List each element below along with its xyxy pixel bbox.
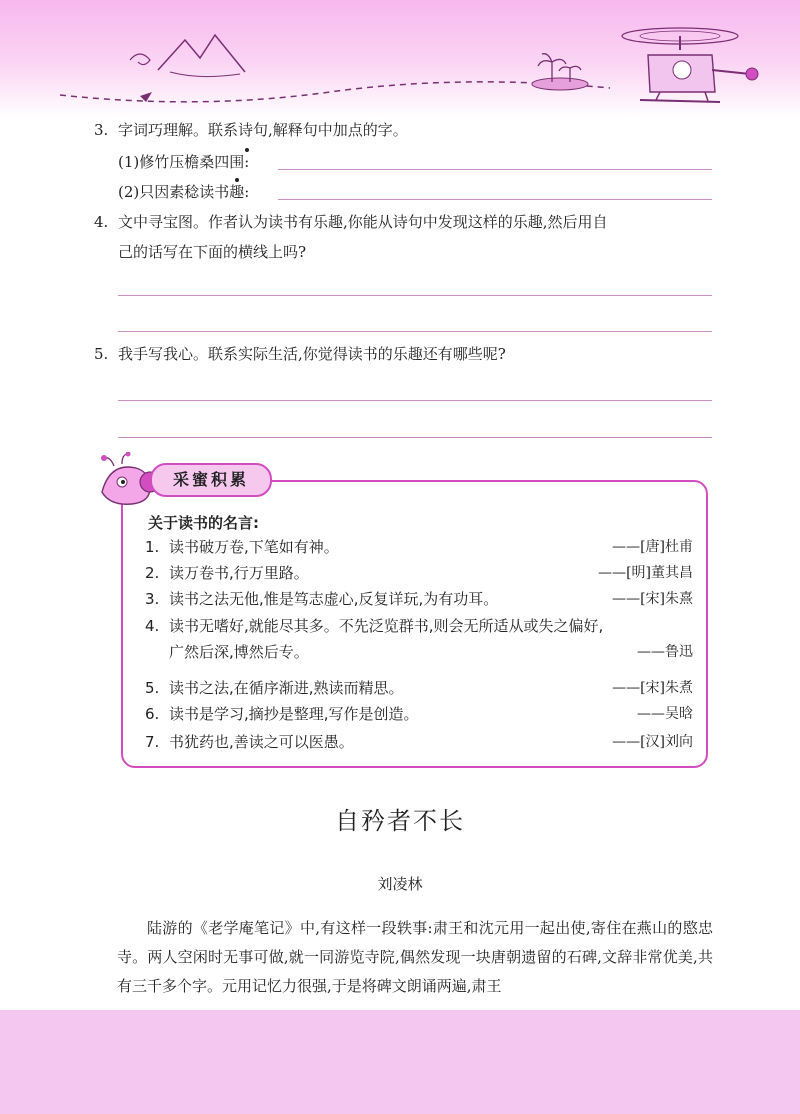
quote-number: 4. [145,617,160,635]
quote-text: 读书之法无他,惟是笃志虚心,反复详玩,为有功耳。 [169,590,499,608]
sub-question-text: (2)只因素稔读书 [118,183,230,201]
swirl-icon [130,54,150,65]
quote-number: 3. [145,590,160,608]
quote-item [145,676,693,700]
quote-item [145,730,693,754]
mountain-icon [158,35,245,72]
quote-author: ——[唐]杜甫 [612,539,693,555]
quote-text: 书犹药也,善读之可以医愚。 [169,733,354,751]
quote-item-continuation [145,640,693,664]
header-illustration [0,0,800,118]
question-3 [94,120,408,140]
quote-author: ——[明]董其昌 [598,565,693,581]
quote-number: 5. [145,679,160,697]
quote-text: 广然后深,博然后专。 [169,643,309,661]
quote-author: ——[宋]朱煮 [612,680,693,696]
quote-number: 7. [145,733,160,751]
answer-line[interactable] [278,169,712,170]
quote-text: 读书无嗜好,就能尽其多。不先泛览群书,则会无所适从或失之偏好, [169,617,604,635]
question-number: 3. [94,121,109,139]
quote-text: 读书是学习,摘抄是整理,写作是创造。 [169,705,419,723]
question-text: 文中寻宝图。作者认为读书有乐趣,你能从诗句中发现这样的乐趣,然后用自 [118,213,608,231]
article-paragraph: 陆游的《老学庵笔记》中,有这样一段轶事:肃王和沈元用一起出使,寄住在燕山的愍忠寺。两人空闲时无事可做,就一同游览寺院,偶然发现一块唐朝遗留的石碑,文辞非常优美,共有三千多个字。元用记忆力很强,于是将碑文朗诵两遍,肃王 [117,919,713,995]
quote-item [145,561,693,585]
question-3-sub-1 [118,152,249,172]
sub-question-text: (1)修竹压檐桑四围 [118,153,245,171]
quote-author: ——鲁迅 [637,644,693,660]
question-3-sub-2 [118,182,249,202]
article-author: 刘凌林 [377,875,423,893]
answer-line[interactable] [118,437,712,438]
section-tab-label: 采蜜积累 [150,463,272,497]
quote-number: 6. [145,705,160,723]
answer-line[interactable] [278,199,712,200]
quote-text: 读书破万卷,下笔如有神。 [169,538,339,556]
header-decoration [0,0,800,118]
article-title: 自矜者不长 [335,807,465,835]
dotted-char: : [244,153,250,171]
answer-line[interactable] [118,400,712,401]
question-4-line-2 [118,242,306,262]
question-number: 4. [94,213,109,231]
quote-text: 读书之法,在循序渐进,熟读而精思。 [169,679,404,697]
dashed-path [60,82,610,102]
question-5 [94,344,506,364]
quote-item [145,614,693,638]
sub-question-colon: : [244,183,250,201]
quote-text: 读万卷书,行万里路。 [169,564,309,582]
question-text: 字词巧理解。联系诗句,解释句中加点的字。 [118,121,408,139]
dotted-char: 趣 [229,183,245,201]
quote-author: ——[宋]朱熹 [612,591,693,607]
quote-item [145,702,693,726]
footer-band [0,1010,800,1114]
answer-line[interactable] [118,295,712,296]
question-text: 我手写我心。联系实际生活,你觉得读书的乐趣还有哪些呢? [118,345,506,363]
helicopter-icon [622,28,758,102]
quote-number: 1. [145,538,160,556]
quote-number: 2. [145,564,160,582]
quote-author: ——[汉]刘向 [612,734,693,750]
island-icon [532,78,588,90]
quote-item [145,535,693,559]
quote-item [145,587,693,611]
question-text: 己的话写在下面的横线上吗? [118,243,307,261]
question-4 [94,212,714,232]
answer-line[interactable] [118,331,712,332]
question-number: 5. [94,345,109,363]
quotes-heading: 关于读书的名言: [148,514,259,532]
quote-author: ——吴晗 [637,706,693,722]
